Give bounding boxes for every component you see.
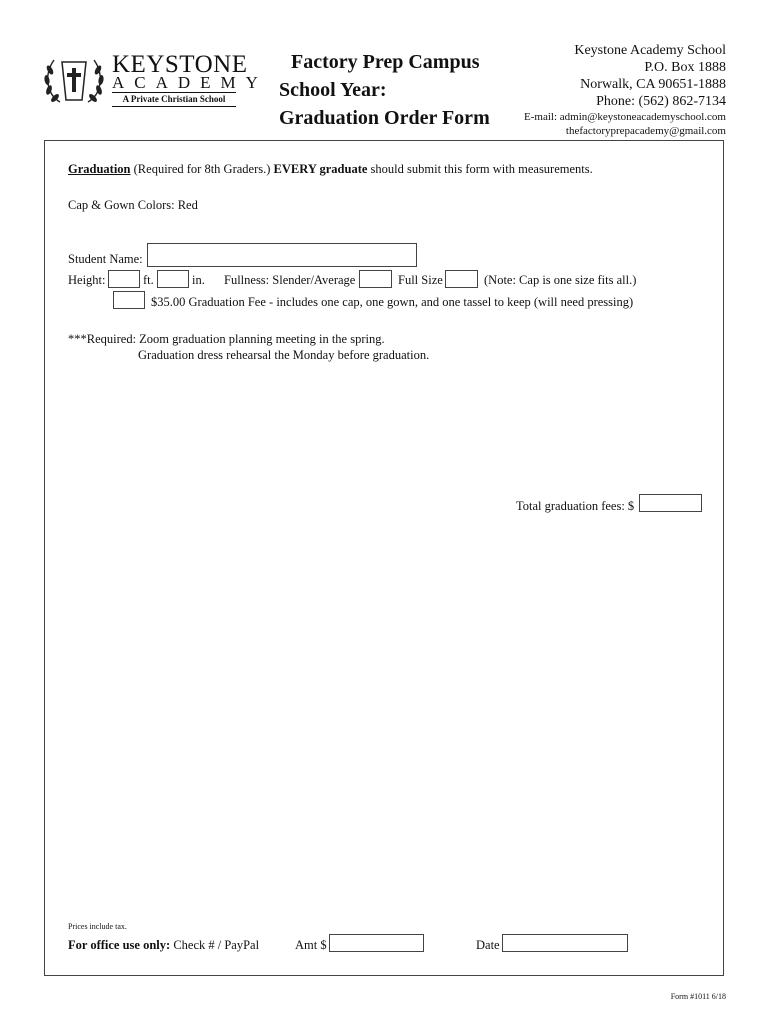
- title-campus: Factory Prep Campus: [291, 51, 480, 73]
- contact-email: E-mail: admin@keystoneacademyschool.com: [524, 111, 726, 123]
- graduation-rest: should submit this form with measurements.: [367, 162, 593, 176]
- graduation-instructions: [68, 161, 593, 177]
- contact-email-2: thefactoryprepacademy@gmail.com: [565, 125, 726, 137]
- fullness-label: Fullness: Slender/Average: [224, 273, 356, 287]
- required-line-1: ***Required: Zoom graduation planning meeting in the spring.: [68, 332, 385, 346]
- every-graduate-label: EVERY graduate: [273, 162, 368, 176]
- fullness-slender-field[interactable]: [359, 270, 392, 288]
- height-label: Height:: [68, 273, 106, 287]
- office-use-line: [68, 937, 259, 953]
- required-line-2: Graduation dress rehearsal the Monday before graduation.: [138, 348, 430, 362]
- contact-school: Keystone Academy School: [574, 43, 726, 58]
- title-school-year: School Year:: [279, 79, 387, 101]
- full-size-label: Full Size: [398, 273, 443, 287]
- student-name-field[interactable]: [147, 243, 417, 267]
- logo-tagline: A Private Christian School: [112, 92, 236, 107]
- contact-box: P.O. Box 1888: [644, 60, 726, 75]
- office-use-label: For office use only:: [68, 938, 171, 952]
- graduation-fee-field[interactable]: [113, 291, 145, 309]
- cap-gown-colors: Cap & Gown Colors: Red: [68, 198, 198, 212]
- contact-phone: Phone: (562) 862-7134: [596, 94, 726, 109]
- graduation-label: Graduation: [68, 162, 131, 176]
- laurel-shield-icon: [40, 50, 108, 110]
- inches-label: in.: [192, 273, 205, 287]
- total-fees-field[interactable]: [639, 494, 702, 512]
- logo-name: KEYSTONE: [112, 51, 248, 78]
- height-inches-field[interactable]: [157, 270, 189, 288]
- student-name-label: Student Name:: [68, 252, 143, 266]
- full-size-field[interactable]: [445, 270, 478, 288]
- date-label: Date: [476, 938, 500, 952]
- logo-subtitle: ACADEMY: [112, 73, 268, 92]
- graduation-note: (Required for 8th Graders.): [130, 162, 274, 176]
- cap-note: (Note: Cap is one size fits all.): [484, 273, 637, 287]
- height-feet-field[interactable]: [108, 270, 140, 288]
- check-paypal-label: Check # / PayPal: [170, 938, 260, 952]
- form-title: [279, 48, 490, 132]
- contact-city: Norwalk, CA 90651-1888: [580, 77, 726, 92]
- title-form-name: Graduation Order Form: [279, 107, 490, 129]
- prices-note: Prices include tax.: [68, 922, 127, 931]
- feet-label: ft.: [143, 273, 154, 287]
- school-logo: [40, 50, 268, 110]
- amount-field[interactable]: [329, 934, 424, 952]
- date-field[interactable]: [502, 934, 628, 952]
- amount-label: Amt $: [295, 938, 327, 952]
- graduation-fee-text: $35.00 Graduation Fee - includes one cap, one gown, and one tassel to keep (will need pressing): [151, 295, 634, 309]
- form-number: Form #1011 6/18: [670, 992, 726, 1001]
- total-fees-label: Total graduation fees: $: [516, 499, 635, 513]
- contact-block: [524, 42, 726, 138]
